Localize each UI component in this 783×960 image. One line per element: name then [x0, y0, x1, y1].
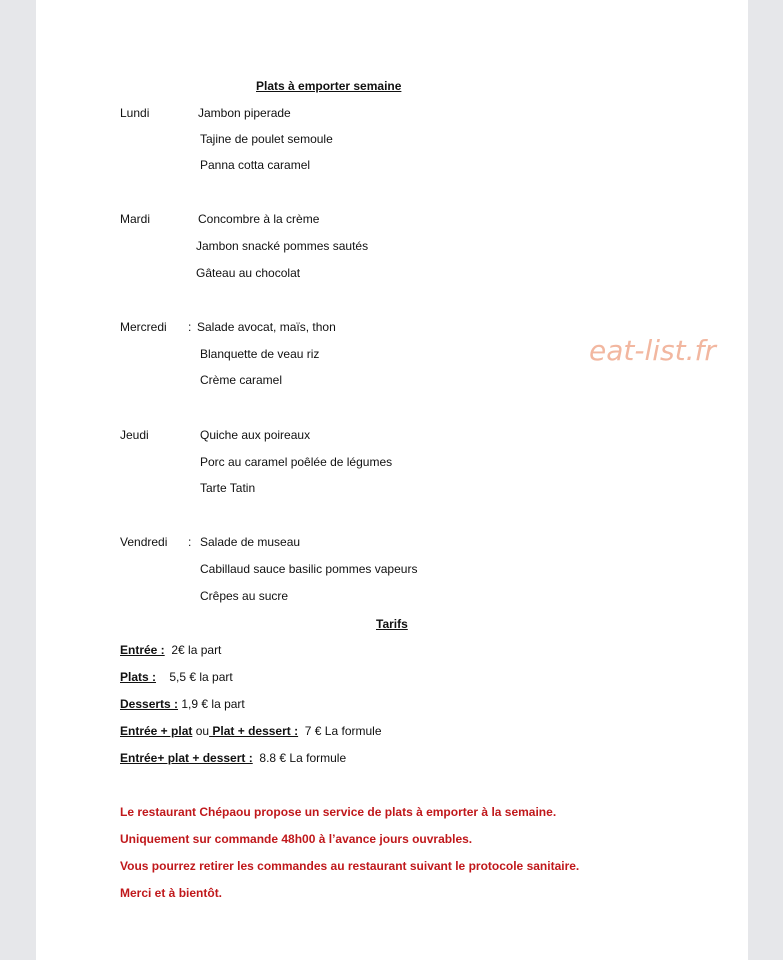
tarif-label: Plats :	[120, 670, 157, 684]
notice-line: Le restaurant Chépaou propose un service de plats à emporter à la semaine.	[120, 805, 557, 819]
tarif-label: Entrée :	[120, 643, 165, 657]
tarif-row-desserts	[120, 697, 245, 711]
dish-dessert: Crème caramel	[200, 373, 283, 387]
day-separator: :	[188, 535, 192, 549]
dish-entree: Jambon piperade	[198, 106, 291, 120]
dish-entree: Salade avocat, maïs, thon	[197, 320, 336, 334]
tarif-label: Entrée+ plat + dessert :	[120, 751, 253, 765]
tarif-row-entree	[120, 643, 221, 657]
dish-plat: Porc au caramel poêlée de légumes	[200, 455, 393, 469]
dish-dessert: Gâteau au chocolat	[196, 266, 301, 280]
notice-line: Merci et à bientôt.	[120, 886, 223, 900]
page-title: Plats à emporter semaine	[256, 79, 402, 93]
dish-plat: Blanquette de veau riz	[200, 347, 320, 361]
dish-dessert: Panna cotta caramel	[200, 158, 311, 172]
day-label-mercredi: Mercredi	[120, 320, 167, 334]
dish-plat: Tajine de poulet semoule	[200, 132, 333, 146]
tarif-value: 8.8 € La formule	[259, 751, 347, 765]
day-separator: :	[188, 320, 192, 334]
watermark: eat-list.fr	[589, 334, 716, 367]
tarif-label: Desserts :	[120, 697, 179, 711]
dish-plat: Cabillaud sauce basilic pommes vapeurs	[200, 562, 418, 576]
dish-entree: Quiche aux poireaux	[200, 428, 311, 442]
dish-plat: Jambon snacké pommes sautés	[196, 239, 369, 253]
tarif-row-plats	[120, 670, 233, 684]
dish-dessert: Crêpes au sucre	[200, 589, 289, 603]
day-label-jeudi: Jeudi	[120, 428, 149, 442]
dish-entree: Concombre à la crème	[198, 212, 320, 226]
dish-entree: Salade de museau	[200, 535, 301, 549]
tarifs-heading: Tarifs	[376, 617, 408, 631]
tarif-connector: ou	[195, 724, 210, 738]
dish-dessert: Tarte Tatin	[200, 481, 256, 495]
notice-line: Vous pourrez retirer les commandes au restaurant suivant le protocole sanitaire.	[120, 859, 580, 873]
tarif-row-formule-complete	[120, 751, 346, 765]
notice-line: Uniquement sur commande 48h00 à l’avance jours ouvrables.	[120, 832, 473, 846]
tarif-value: 2€ la part	[171, 643, 222, 657]
day-label-mardi: Mardi	[120, 212, 151, 226]
tarif-label: Entrée + plat	[120, 724, 193, 738]
tarif-value: 1,9 € la part	[181, 697, 245, 711]
tarif-value: 7 € La formule	[304, 724, 382, 738]
tarif-label-2: Plat + dessert :	[209, 724, 299, 738]
tarif-value: 5,5 € la part	[169, 670, 233, 684]
day-label-vendredi: Vendredi	[120, 535, 168, 549]
tarif-row-formule	[120, 724, 382, 738]
day-label-lundi: Lundi	[120, 106, 150, 120]
